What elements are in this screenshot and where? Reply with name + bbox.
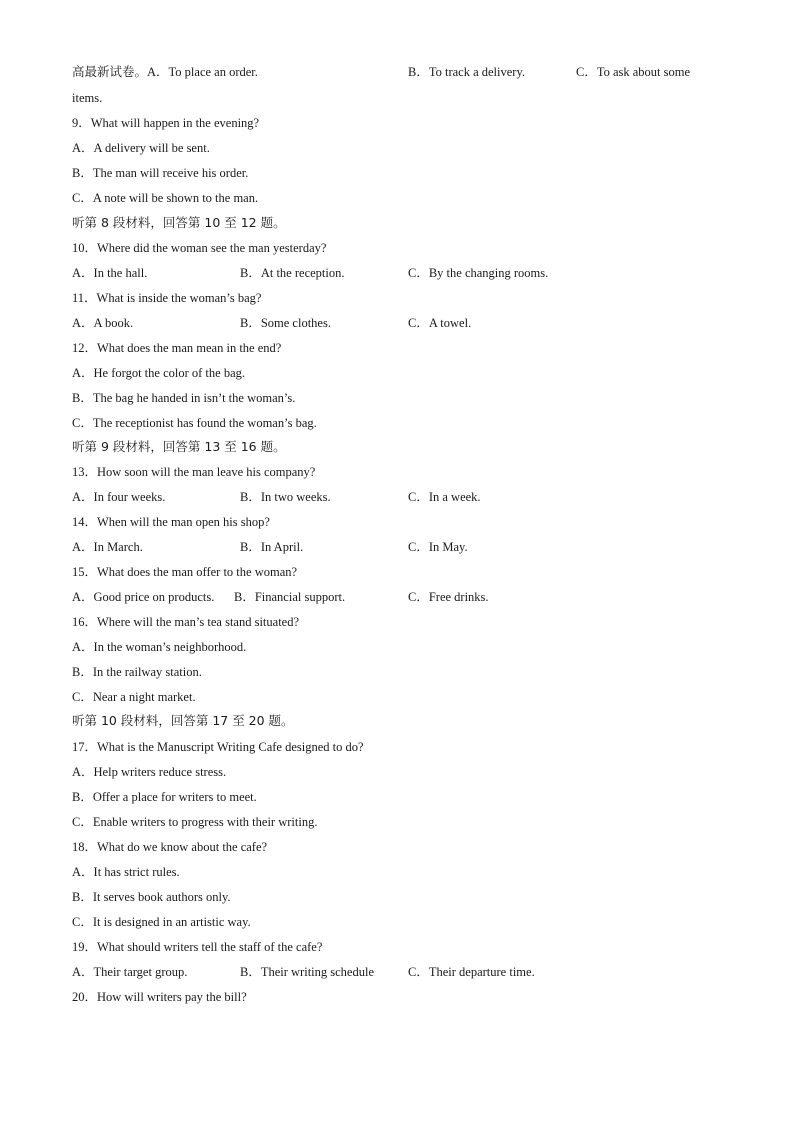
question-11: 11．What is inside the woman’s bag? xyxy=(72,291,262,305)
q9-option-b: B．The man will receive his order. xyxy=(72,166,249,180)
question-18: 18．What do we know about the cafe? xyxy=(72,840,268,854)
q11-option-a: A．A book. xyxy=(72,316,134,330)
q12-option-a: A．He forgot the color of the bag. xyxy=(72,366,245,380)
q13-option-a: A．In four weeks. xyxy=(72,490,166,504)
q12-option-b: B．The bag he handed in isn’t the woman’s. xyxy=(72,391,296,405)
q10-option-b: B．At the reception. xyxy=(240,266,345,280)
q17-option-c: C．Enable writers to progress with their writing. xyxy=(72,815,318,829)
q11-option-b: B．Some clothes. xyxy=(240,316,331,330)
q19-option-b: B．Their writing schedule xyxy=(240,965,374,979)
q9-option-c: C．A note will be shown to the man. xyxy=(72,191,259,205)
q15-option-c: C．Free drinks. xyxy=(408,590,489,604)
option-c: C．To ask about some xyxy=(576,65,691,79)
question-19: 19．What should writers tell the staff of the cafe? xyxy=(72,940,323,954)
section-10-heading: 听第 10 段材料，回答第 17 至 20 题。 xyxy=(72,713,294,728)
question-9: 9．What will happen in the evening? xyxy=(72,116,260,130)
section-9-heading: 听第 9 段材料，回答第 13 至 16 题。 xyxy=(72,439,286,454)
option-c-continuation-text: items. xyxy=(72,91,103,105)
question-17: 17．What is the Manuscript Writing Cafe designed to do? xyxy=(72,740,364,754)
q16-option-b: B．In the railway station. xyxy=(72,665,202,679)
q14-option-a: A．In March. xyxy=(72,540,143,554)
q15-option-a: A．Good price on products. xyxy=(72,590,215,604)
q17-option-a: A．Help writers reduce stress. xyxy=(72,765,227,779)
q12-option-c: C．The receptionist has found the woman’s bag. xyxy=(72,416,317,430)
q18-option-c: C．It is designed in an artistic way. xyxy=(72,915,251,929)
q17-option-b: B．Offer a place for writers to meet. xyxy=(72,790,257,804)
q18-option-b: B．It serves book authors only. xyxy=(72,890,231,904)
q8-options-prefix-and-a xyxy=(72,62,258,82)
q10-option-a: A．In the hall. xyxy=(72,266,148,280)
question-14: 14．When will the man open his shop? xyxy=(72,515,270,529)
q13-option-b: B．In two weeks. xyxy=(240,490,331,504)
question-20: 20．How will writers pay the bill? xyxy=(72,990,247,1004)
option-b: B．To track a delivery. xyxy=(408,65,526,79)
question-10: 10．Where did the woman see the man yesterday? xyxy=(72,241,327,255)
question-15: 15．What does the man offer to the woman? xyxy=(72,565,298,579)
question-16: 16．Where will the man’s tea stand situated? xyxy=(72,615,300,629)
q18-option-a: A．It has strict rules. xyxy=(72,865,180,879)
q14-option-b: B．In April. xyxy=(240,540,304,554)
option-a: A．To place an order. xyxy=(147,65,258,79)
q16-option-a: A．In the woman’s neighborhood. xyxy=(72,640,247,654)
q9-option-a: A．A delivery will be sent. xyxy=(72,141,210,155)
q11-option-c: C．A towel. xyxy=(408,316,472,330)
q19-option-c: C．Their departure time. xyxy=(408,965,535,979)
q19-option-a: A．Their target group. xyxy=(72,965,188,979)
q13-option-c: C．In a week. xyxy=(408,490,481,504)
q10-option-c: C．By the changing rooms. xyxy=(408,266,549,280)
q15-option-b: B．Financial support. xyxy=(234,590,346,604)
q16-option-c: C．Near a night market. xyxy=(72,690,196,704)
header-fragment: 高最新试卷。 xyxy=(72,64,148,79)
question-13: 13．How soon will the man leave his company? xyxy=(72,465,316,479)
q14-option-c: C．In May. xyxy=(408,540,468,554)
section-8-heading: 听第 8 段材料，回答第 10 至 12 题。 xyxy=(72,215,286,230)
question-12: 12．What does the man mean in the end? xyxy=(72,341,282,355)
